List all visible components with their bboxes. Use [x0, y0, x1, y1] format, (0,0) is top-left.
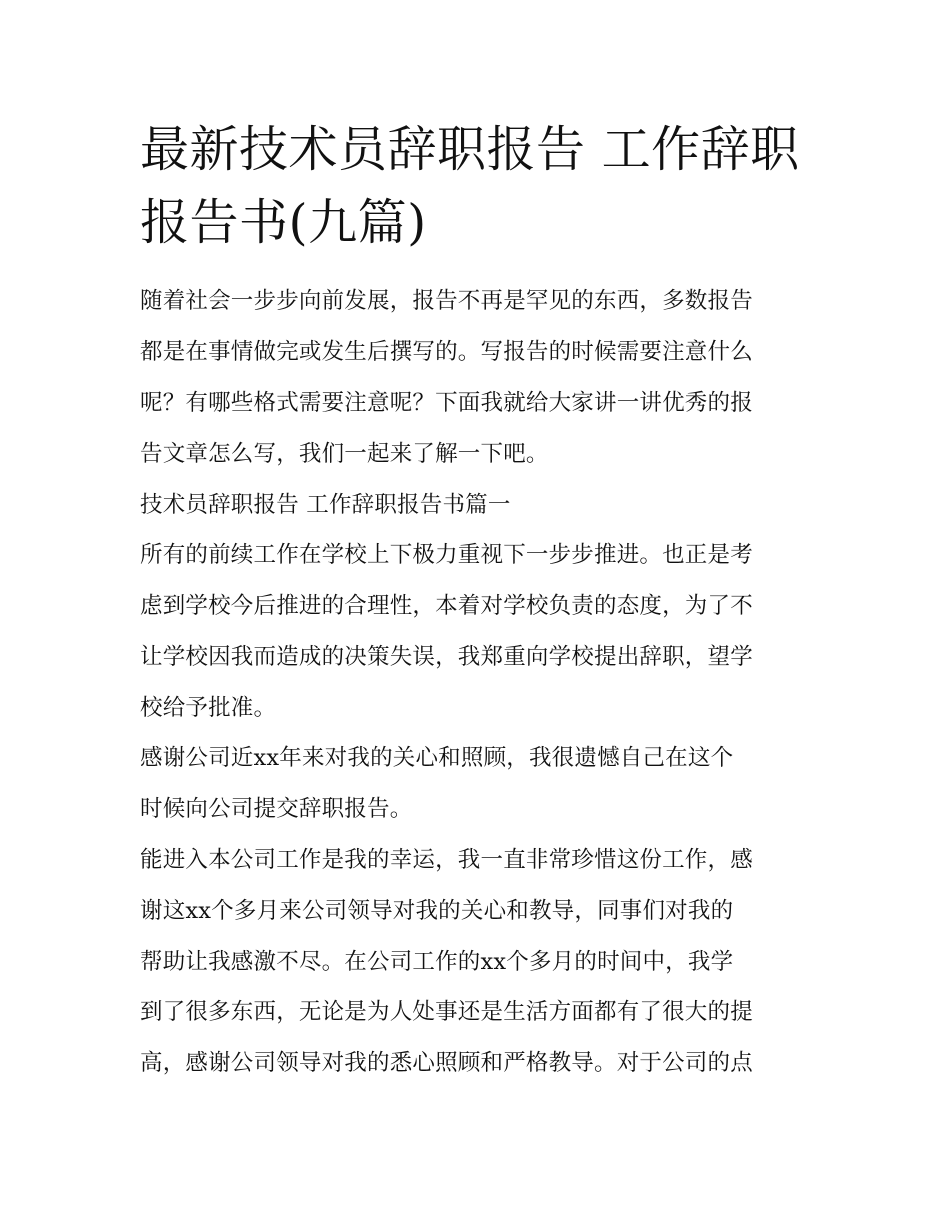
text-line: 呢？有哪些格式需要注意呢？下面我就给大家讲一讲优秀的报 [140, 390, 753, 416]
section-heading: 技术员辞职报告 工作辞职报告书篇一 [140, 492, 511, 518]
text-line: 随着社会一步步向前发展，报告不再是罕见的东西，多数报告 [140, 288, 753, 314]
text-line: 都是在事情做完或发生后撰写的。写报告的时候需要注意什么 [140, 339, 753, 365]
text-line: 告文章怎么写，我们一起来了解一下吧。 [140, 441, 549, 467]
text-line: 帮助让我感激不尽。在公司工作的xx个多月的时间中，我学 [140, 949, 734, 975]
text-line: 校给予批准。 [140, 695, 277, 721]
text-line: 谢这xx个多月来公司领导对我的关心和教导，同事们对我的 [140, 898, 734, 924]
text-line: 所有的前续工作在学校上下极力重视下一步步推进。也正是考 [140, 542, 753, 568]
text-line: 高，感谢公司领导对我的悉心照顾和严格教导。对于公司的点 [140, 1050, 753, 1076]
text-line: 虑到学校今后推进的合理性，本着对学校负责的态度，为了不 [140, 593, 753, 619]
text-line: 感谢公司近xx年来对我的关心和照顾，我很遗憾自己在这个 [140, 745, 734, 771]
document-title: 最新技术员辞职报告 工作辞职报告书(九篇) [140, 121, 800, 251]
text-line: 让学校因我而造成的决策失误，我郑重向学校提出辞职，望学 [140, 644, 753, 670]
text-line: 时候向公司提交辞职报告。 [140, 796, 413, 822]
text-line: 能进入本公司工作是我的幸运，我一直非常珍惜这份工作，感 [140, 847, 753, 873]
text-line: 到了很多东西，无论是为人处事还是生活方面都有了很大的提 [140, 999, 753, 1025]
